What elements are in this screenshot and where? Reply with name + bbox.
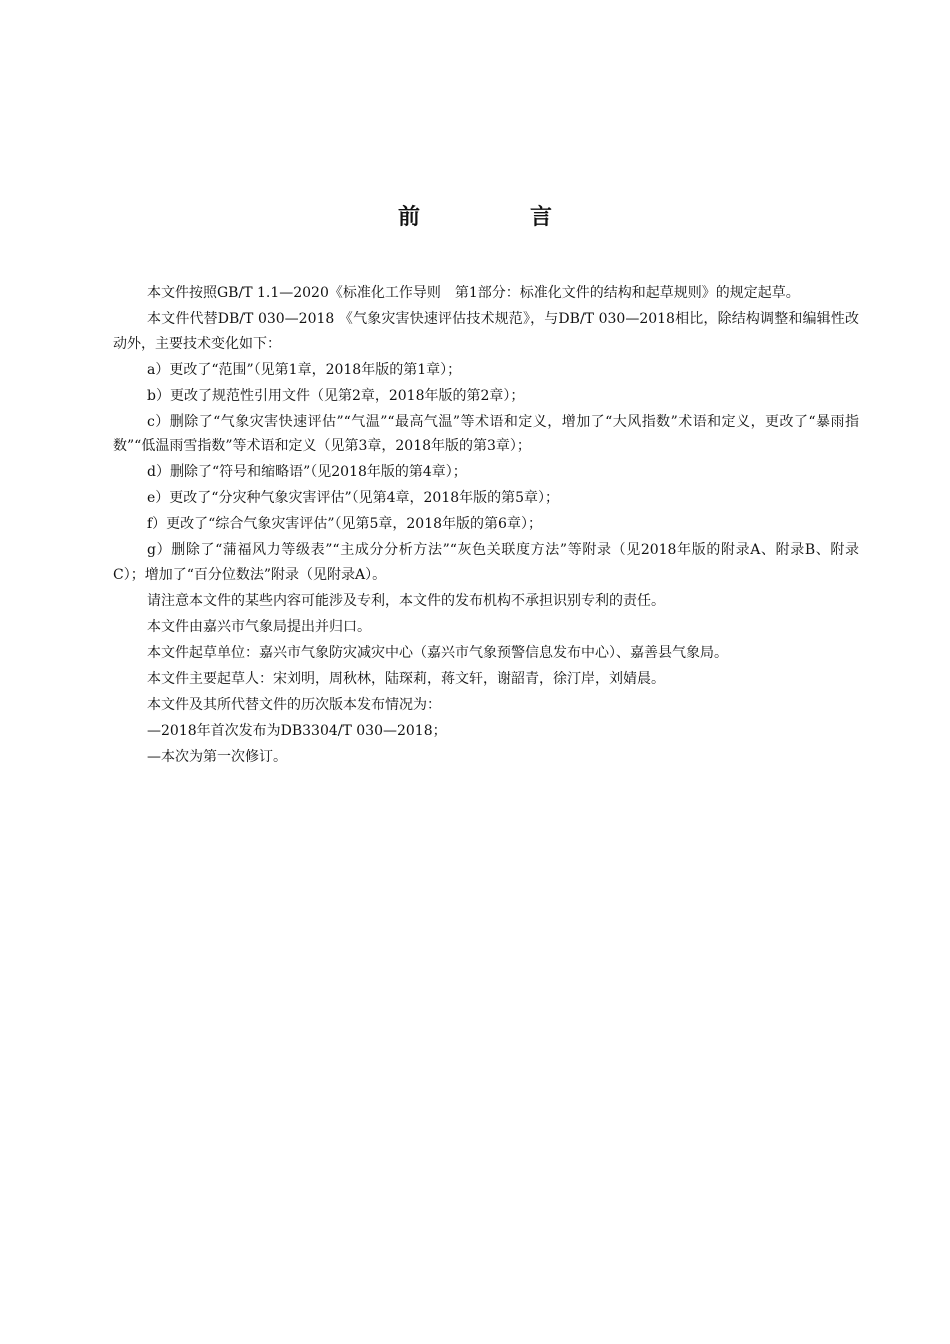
paragraph-patent-notice: 请注意本文件的某些内容可能涉及专利，本文件的发布机构不承担识别专利的责任。 (147, 592, 665, 609)
paragraph-history-intro: 本文件及其所代替文件的历次版本发布情况为： (147, 696, 441, 713)
paragraph-drafters: 本文件主要起草人：宋刘明，周秋林，陆琛莉，蒋文轩，谢韶青，徐汀岸，刘婧晨。 (147, 670, 665, 687)
paragraph-drafting-units: 本文件起草单位：嘉兴市气象防灾减灾中心（嘉兴市气象预警信息发布中心）、嘉善县气象局。 (147, 644, 728, 661)
list-item-change-d: d）删除了“符号和缩略语”（见2018年版的第4章）； (147, 464, 467, 480)
paragraph-drafting-rule: 本文件按照GB/T 1.1—2020《标准化工作导则 第1部分：标准化文件的结构和起草规则》的规定起草。 (147, 285, 800, 301)
list-item-history-first: —2018年首次发布为DB3304/T 030—2018； (147, 722, 447, 739)
list-item-change-a: a）更改了“范围”（见第1章，2018年版的第1章）； (147, 361, 462, 378)
list-item-change-e: e）更改了“分灾种气象灾害评估”（见第4章，2018年版的第5章）； (147, 490, 560, 506)
list-item-change-c: c）删除了“气象灾害快速评估”“气温”“最高气温”等术语和定义，增加了“大风指数”术语和定义，更改了“暴雨指数”“低温雨雪指数”等术语和定义（见第3章，2018年版的第3章）； (113, 413, 859, 454)
list-item-history-revision: —本次为第一次修订。 (147, 748, 287, 765)
list-item-change-g: g）删除了“蒲福风力等级表”“主成分分析方法”“灰色关联度方法”等附录（见2018年版的附录A、附录B、附录C）；增加了“百分位数法”附录（见附录A）。 (113, 542, 859, 583)
paragraph-replacement: 本文件代替DB/T 030—2018 《气象灾害快速评估技术规范》，与DB/T 030—2018相比，除结构调整和编辑性改动外，主要技术变化如下： (113, 311, 859, 352)
list-item-change-f: f）更改了“综合气象灾害评估”（见第5章，2018年版的第6章）； (147, 516, 542, 532)
paragraph-proposer: 本文件由嘉兴市气象局提出并归口。 (147, 618, 371, 635)
foreword-body (113, 281, 859, 771)
page-title: 前 言 (397, 205, 596, 230)
list-item-change-b: b）更改了规范性引用文件（见第2章，2018年版的第2章）； (147, 387, 525, 404)
